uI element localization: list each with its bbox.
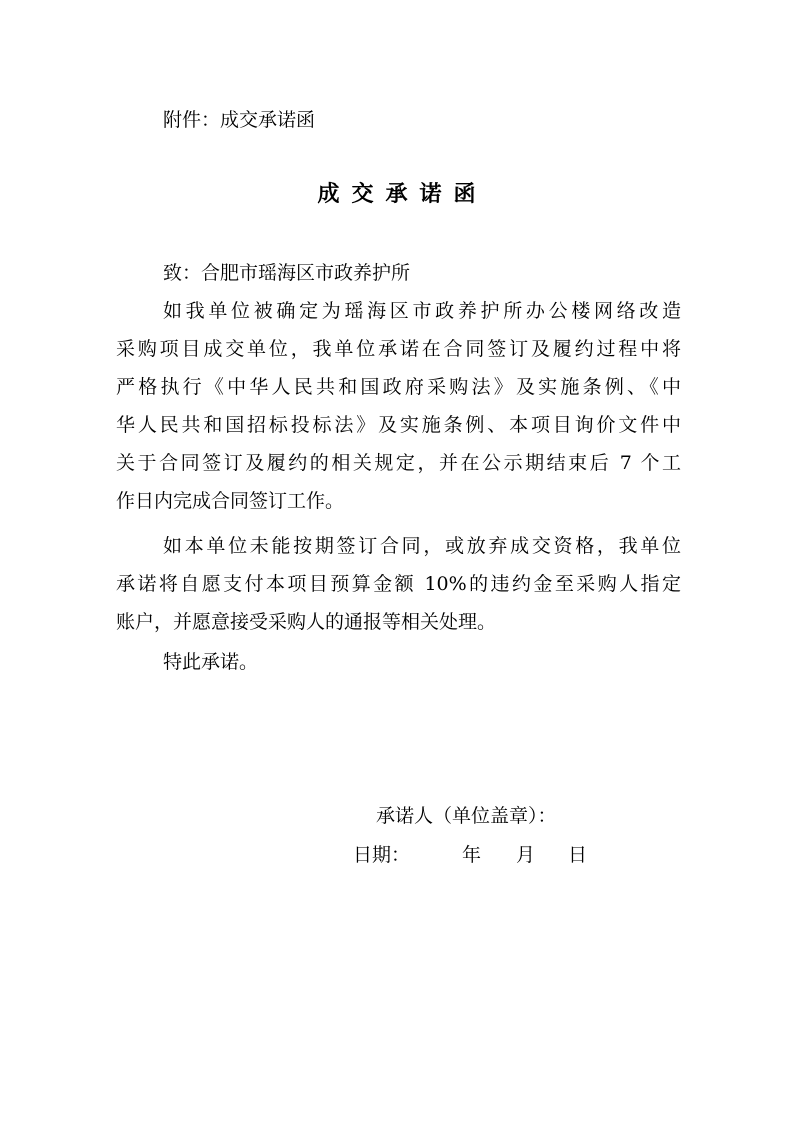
- paragraph-1-line: 严格执行《中华人民共和国政府采购法》及实施条例、《中: [116, 376, 681, 398]
- paragraph-1-line: 关于合同签订及履约的相关规定，并在公示期结束后 7 个工: [116, 452, 681, 474]
- addressee: 致：合肥市瑶海区市政养护所: [163, 262, 411, 284]
- date-month-label: 月: [516, 844, 536, 866]
- paragraph-1-line: 作日内完成合同签订工作。: [116, 490, 345, 512]
- paragraph-1-line: 如我单位被确定为瑶海区市政养护所办公楼网络改造: [163, 300, 681, 322]
- paragraph-2-line: 账户，并愿意接受采购人的通报等相关处理。: [116, 611, 497, 633]
- signature-label: 承诺人（单位盖章）：: [376, 805, 557, 827]
- document-title: 成交承诺函: [317, 181, 488, 207]
- date-day-label: 日: [568, 844, 588, 866]
- date-label: 日期：: [353, 844, 411, 866]
- date-year-label: 年: [462, 844, 482, 866]
- paragraph-2-line: 承诺将自愿支付本项目预算金额 10%的违约金至采购人指定: [116, 573, 681, 595]
- paragraph-2-line: 如本单位未能按期签订合同，或放弃成交资格，我单位: [163, 535, 681, 557]
- paragraph-1-line: 华人民共和国招标投标法》及实施条例、本项目询价文件中: [116, 414, 681, 436]
- paragraph-1-line: 采购项目成交单位，我单位承诺在合同签订及履约过程中将: [116, 338, 681, 360]
- closing-statement: 特此承诺。: [163, 651, 259, 673]
- attachment-label: 附件：成交承诺函: [163, 109, 316, 131]
